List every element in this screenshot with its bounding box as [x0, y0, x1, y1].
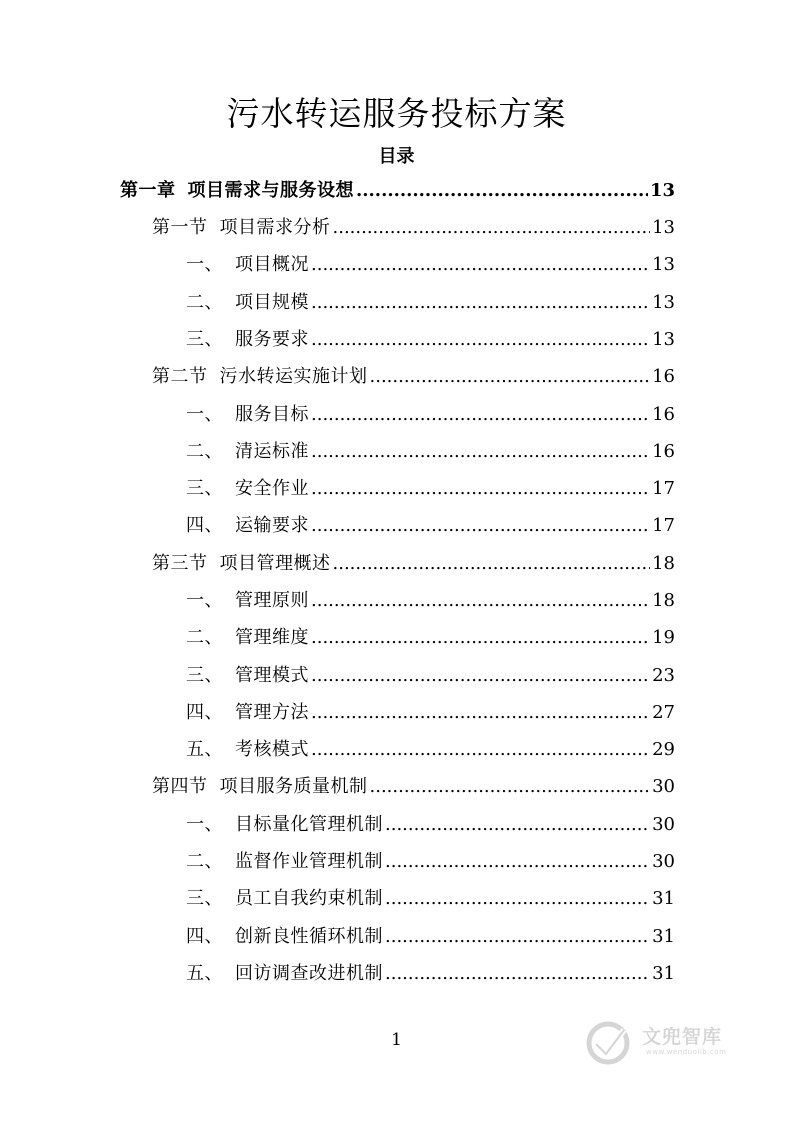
- toc-entry[interactable]: [186, 511, 675, 541]
- toc-page-number: 17: [652, 515, 675, 536]
- toc-page-number: 16: [652, 404, 675, 425]
- toc-entry-title: 管理原则: [235, 590, 309, 611]
- toc-entry[interactable]: [186, 474, 675, 504]
- toc-entry-number: 三、: [186, 329, 223, 350]
- toc-dot-leader: [311, 325, 650, 355]
- toc-dot-leader: [385, 810, 650, 840]
- toc-page-number: 23: [652, 665, 675, 686]
- toc-page-number: 18: [652, 590, 675, 611]
- toc-entry[interactable]: [186, 698, 675, 728]
- toc-entry-title: 管理方法: [235, 702, 309, 723]
- toc-entry[interactable]: [186, 437, 675, 467]
- toc-entry-number: 五、: [186, 739, 223, 760]
- toc-entry-label: [186, 288, 309, 318]
- toc-entry-number: 二、: [186, 441, 223, 462]
- toc-entry-label: [186, 810, 383, 840]
- toc-entry-label: [186, 400, 309, 430]
- toc-page-number: 18: [652, 553, 675, 574]
- toc-dot-leader: [311, 400, 650, 430]
- page-number: 1: [391, 1030, 402, 1050]
- toc-entry-title: 污水转运实施计划: [219, 366, 368, 387]
- toc-entry[interactable]: [186, 325, 675, 355]
- toc-page-number: 16: [652, 441, 675, 462]
- toc-entry-number: 一、: [186, 814, 223, 835]
- toc-entry-number: 第三节: [152, 553, 208, 574]
- toc-entry-title: 项目管理概述: [219, 553, 331, 574]
- toc-dot-leader: [311, 735, 650, 765]
- toc-dot-leader: [356, 176, 648, 206]
- toc-dot-leader: [385, 922, 650, 952]
- toc-entry-label: [186, 511, 309, 541]
- toc-entry[interactable]: [152, 213, 675, 243]
- toc-entry-label: [120, 176, 354, 206]
- toc-entry-number: 二、: [186, 292, 223, 313]
- toc-page-number: 30: [652, 814, 675, 835]
- toc-dot-leader: [311, 661, 650, 691]
- toc-entry-title: 创新良性循环机制: [235, 926, 383, 947]
- toc-entry-label: [186, 661, 309, 691]
- toc-page-number: 13: [649, 180, 675, 201]
- toc-entry-title: 回访调查改进机制: [235, 963, 383, 984]
- toc-page-number: 31: [652, 888, 675, 909]
- toc-entry-label: [152, 362, 368, 392]
- toc-entry[interactable]: [186, 922, 675, 952]
- toc-dot-leader: [311, 511, 650, 541]
- toc-entry[interactable]: [152, 772, 675, 802]
- toc-entry-label: [186, 586, 309, 616]
- toc-entry[interactable]: [186, 250, 675, 280]
- toc-dot-leader: [385, 959, 650, 989]
- toc-page-number: 13: [652, 292, 675, 313]
- toc-entry-title: 考核模式: [235, 739, 309, 760]
- toc-page-number: 30: [652, 776, 675, 797]
- toc-dot-leader: [370, 772, 651, 802]
- toc-page-number: 27: [652, 702, 675, 723]
- toc-entry-title: 管理模式: [235, 665, 309, 686]
- toc-dot-leader: [370, 362, 651, 392]
- toc-entry-label: [186, 325, 309, 355]
- toc-dot-leader: [311, 698, 650, 728]
- toc-entry-title: 运输要求: [235, 515, 309, 536]
- toc-page-number: 17: [652, 478, 675, 499]
- toc-entry-label: [186, 847, 383, 877]
- watermark-logo-icon: [586, 1020, 636, 1066]
- toc-entry-number: 一、: [186, 404, 223, 425]
- watermark-name: 文兜智库: [642, 1026, 723, 1048]
- toc-page-number: 13: [652, 217, 675, 238]
- toc-heading: 目录: [378, 146, 415, 167]
- toc-entry-title: 服务目标: [235, 404, 309, 425]
- toc-page-number: 31: [652, 926, 675, 947]
- toc-entry-title: 项目服务质量机制: [219, 776, 368, 797]
- toc-entry-title: 项目概况: [235, 254, 309, 275]
- toc-entry-number: 四、: [186, 702, 223, 723]
- toc-entry-title: 项目需求分析: [219, 217, 331, 238]
- toc-entry-label: [186, 959, 383, 989]
- toc-dot-leader: [311, 586, 650, 616]
- toc-entry-title: 监督作业管理机制: [235, 851, 383, 872]
- toc-page-number: 13: [652, 254, 675, 275]
- toc-dot-leader: [333, 549, 651, 579]
- toc-page-number: 13: [652, 329, 675, 350]
- toc-entry[interactable]: [152, 549, 675, 579]
- toc-entry-label: [186, 884, 383, 914]
- toc-page-number: 16: [652, 366, 675, 387]
- toc-entry-title: 员工自我约束机制: [235, 888, 383, 909]
- toc-dot-leader: [333, 213, 651, 243]
- document-title: 污水转运服务投标方案: [226, 94, 567, 133]
- toc-entry-label: [186, 698, 309, 728]
- toc-entry[interactable]: [186, 661, 675, 691]
- toc-entry[interactable]: [186, 735, 675, 765]
- toc-entry-label: [152, 213, 331, 243]
- toc-entry[interactable]: [186, 586, 675, 616]
- toc-entry-number: 一、: [186, 254, 223, 275]
- toc-entry-title: 目标量化管理机制: [235, 814, 383, 835]
- toc-entry-title: 项目规模: [235, 292, 309, 313]
- toc-entry-label: [186, 623, 309, 653]
- toc-entry-title: 清运标准: [235, 441, 309, 462]
- toc-entry-number: 三、: [186, 888, 223, 909]
- toc-entry-label: [186, 735, 309, 765]
- toc-entry-label: [186, 474, 309, 504]
- toc-entry-label: [186, 922, 383, 952]
- watermark-url: www.wenduolib.com: [646, 1048, 727, 1056]
- toc-dot-leader: [311, 474, 650, 504]
- toc-entry-number: 二、: [186, 627, 223, 648]
- toc-entry-title: 管理维度: [235, 627, 309, 648]
- toc-entry-number: 三、: [186, 478, 223, 499]
- toc-dot-leader: [311, 623, 650, 653]
- toc-entry-label: [186, 250, 309, 280]
- toc-entry-title: 服务要求: [235, 329, 309, 350]
- toc-entry-number: 四、: [186, 515, 223, 536]
- toc-entry-number: 二、: [186, 851, 223, 872]
- toc-entry[interactable]: [186, 288, 675, 318]
- toc-entry[interactable]: [186, 847, 675, 877]
- toc-entry[interactable]: [186, 959, 675, 989]
- toc-page-number: 31: [652, 963, 675, 984]
- toc-entry[interactable]: [120, 176, 675, 206]
- toc-entry-number: 五、: [186, 963, 223, 984]
- toc-page-number: 30: [652, 851, 675, 872]
- toc-entry-number: 第一节: [152, 217, 208, 238]
- toc-dot-leader: [311, 288, 650, 318]
- toc-entry[interactable]: [186, 623, 675, 653]
- toc-dot-leader: [385, 884, 650, 914]
- toc-dot-leader: [311, 250, 650, 280]
- toc-entry-number: 第四节: [152, 776, 208, 797]
- toc-entry-label: [152, 549, 331, 579]
- toc-entry-number: 第二节: [152, 366, 208, 387]
- toc-entry-label: [186, 437, 309, 467]
- toc-entry[interactable]: [152, 362, 675, 392]
- toc-entry-number: 四、: [186, 926, 223, 947]
- toc-entry-title: 安全作业: [235, 478, 309, 499]
- toc-page-number: 19: [652, 627, 675, 648]
- toc-entry-number: 第一章: [120, 180, 176, 201]
- watermark: [586, 1014, 756, 1074]
- toc-entry-number: 三、: [186, 665, 223, 686]
- toc-dot-leader: [385, 847, 650, 877]
- toc-entry-number: 一、: [186, 590, 223, 611]
- toc-page-number: 29: [652, 739, 675, 760]
- toc-entry[interactable]: [186, 810, 675, 840]
- toc-entry-title: 项目需求与服务设想: [187, 180, 354, 201]
- toc-entry[interactable]: [186, 400, 675, 430]
- toc-entry-label: [152, 772, 368, 802]
- toc-dot-leader: [311, 437, 650, 467]
- toc-entry[interactable]: [186, 884, 675, 914]
